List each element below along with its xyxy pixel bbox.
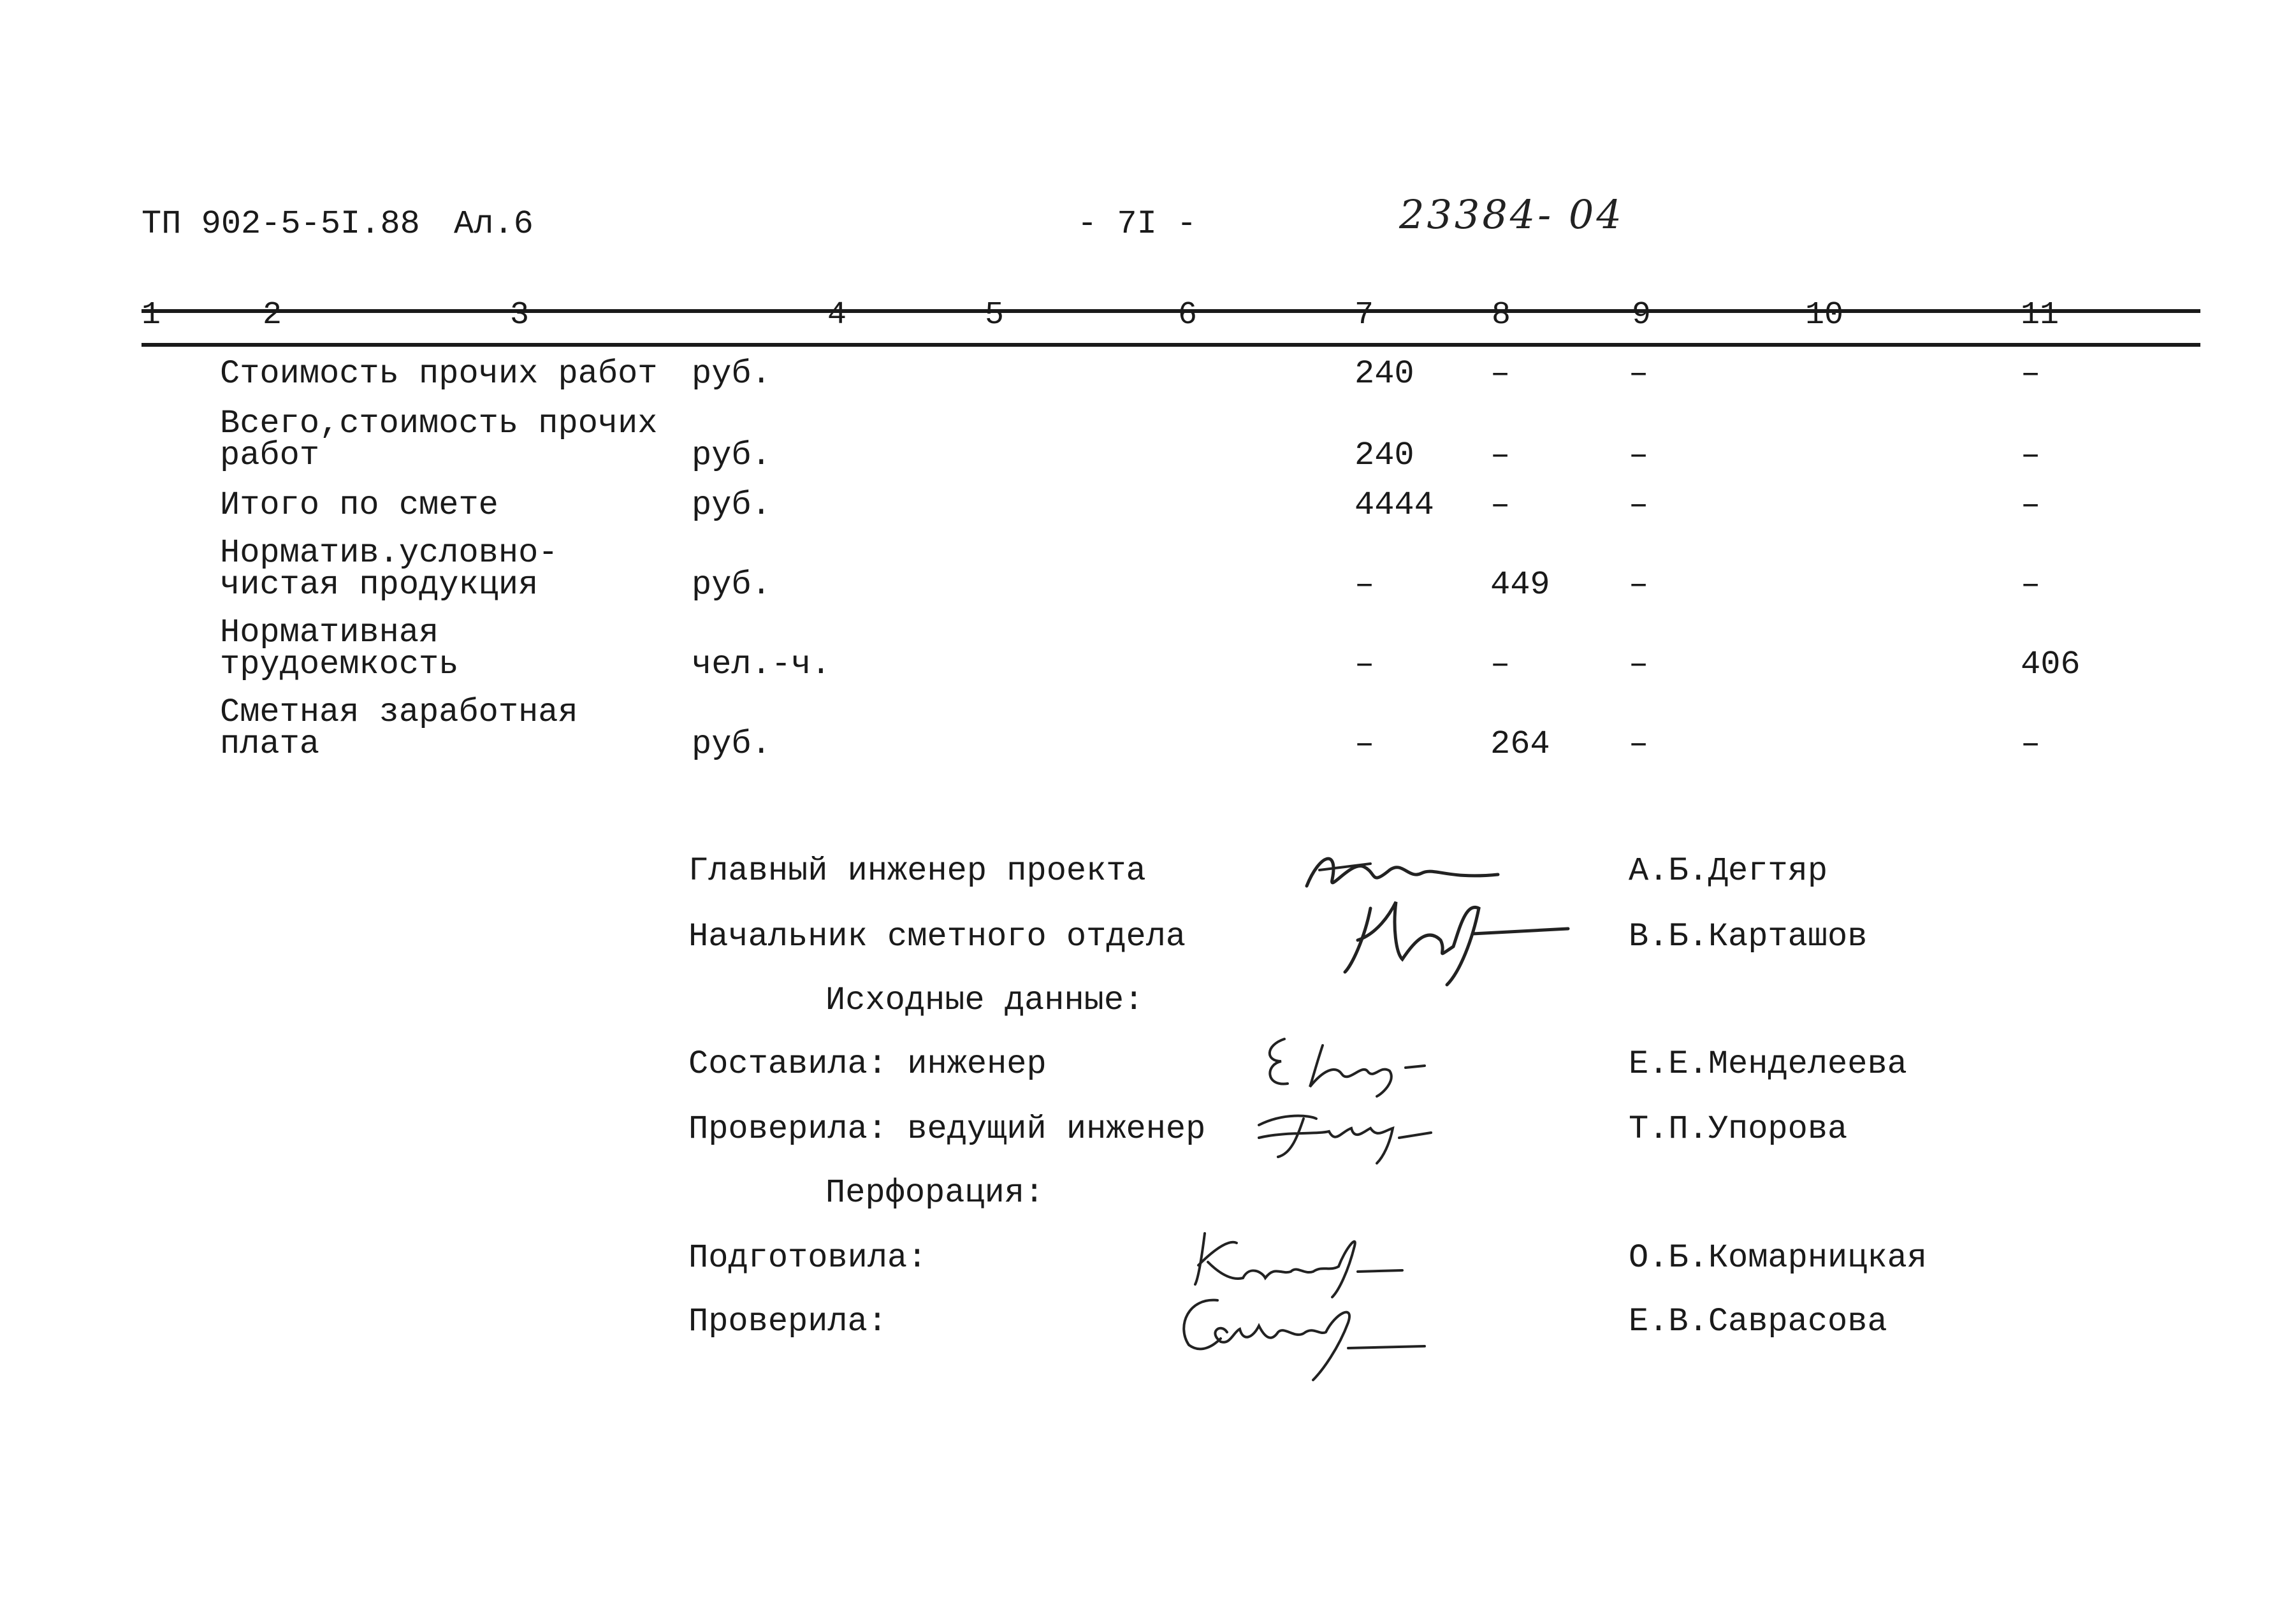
table-row-name: Нормативная трудоемкость (220, 614, 459, 683)
table-cell-col8: 264 (1490, 725, 1550, 763)
page-number: - 7I - (1077, 205, 1197, 243)
table-cell-col8: – (1490, 355, 1511, 393)
checked-signature (1170, 1288, 1437, 1383)
table-header-rule (142, 343, 2200, 347)
table-cell-col9: – (1629, 437, 1649, 474)
column-number-10: 10 (1805, 297, 1844, 333)
table-cell-col11: – (2021, 355, 2041, 393)
perforation-heading: Перфорация: (825, 1174, 1045, 1212)
checked-lead-role: Проверила: ведущий инженер (688, 1110, 1206, 1148)
table-row-name: Норматив.условно- чистая продукция (220, 534, 558, 604)
checked-role: Проверила: (688, 1303, 888, 1340)
table-cell-col11: – (2021, 566, 2041, 604)
table-row-name: Сметная заработная плата (220, 693, 578, 763)
chief-engineer-name: А.Б.Дегтяр (1629, 852, 1828, 890)
column-number-2: 2 (263, 297, 282, 333)
table-row-unit: руб. (692, 355, 771, 393)
checked-lead-name: Т.П.Упорова (1629, 1110, 1848, 1148)
handwritten-number: 23384- 04 (1399, 191, 1624, 238)
table-cell-col8: 449 (1490, 566, 1550, 604)
table-row-unit: чел.-ч. (692, 646, 831, 683)
table-cell-col9: – (1629, 566, 1649, 604)
table-cell-col11: – (2021, 725, 2041, 763)
table-cell-col11: – (2021, 437, 2041, 474)
table-row-name: Стоимость прочих работ (220, 355, 658, 393)
album-number: Ал.6 (454, 205, 534, 243)
head-estimates-name: В.Б.Карташов (1629, 918, 1868, 955)
column-number-5: 5 (985, 297, 1005, 333)
table-row-name: Итого по смете (220, 486, 498, 524)
column-number-6: 6 (1178, 297, 1198, 333)
compiled-signature (1253, 1026, 1469, 1103)
table-cell-col9: – (1629, 355, 1649, 393)
column-number-4: 4 (827, 297, 847, 333)
table-cell-col7: – (1355, 725, 1375, 763)
document-code: ТП 902-5-5I.88 (142, 205, 420, 243)
table-top-rule (142, 309, 2200, 313)
column-number-8: 8 (1492, 297, 1511, 333)
table-cell-col9: – (1629, 725, 1649, 763)
table-cell-col7: – (1355, 646, 1375, 683)
checked-lead-signature (1246, 1093, 1457, 1170)
head-estimates-role: Начальник сметного отдела (688, 918, 1186, 955)
table-cell-col7: – (1355, 566, 1375, 604)
column-number-7: 7 (1355, 297, 1374, 333)
source-data-heading: Исходные данные: (825, 982, 1144, 1019)
table-cell-col7: 240 (1355, 437, 1414, 474)
column-number-3: 3 (510, 297, 530, 333)
compiled-name: Е.Е.Менделеева (1629, 1045, 1907, 1083)
prepared-role: Подготовила: (688, 1239, 927, 1277)
column-number-11: 11 (2021, 297, 2060, 333)
head-estimates-signature (1332, 889, 1574, 991)
table-cell-col11: – (2021, 486, 2041, 524)
table-cell-col8: – (1490, 437, 1511, 474)
compiled-role: Составила: инженер (688, 1045, 1047, 1083)
table-cell-col7: 240 (1355, 355, 1414, 393)
chief-engineer-role: Главный инженер проекта (688, 852, 1146, 890)
prepared-name: О.Б.Комарницкая (1629, 1239, 1928, 1277)
table-row-unit: руб. (692, 486, 771, 524)
table-row-name: Всего,стоимость прочих работ (220, 405, 658, 474)
table-row-unit: руб. (692, 566, 771, 604)
column-number-1: 1 (142, 297, 161, 333)
table-row-unit: руб. (692, 725, 771, 763)
table-cell-col8: – (1490, 486, 1511, 524)
table-cell-col11: 406 (2021, 646, 2081, 683)
table-cell-col9: – (1629, 486, 1649, 524)
table-cell-col8: – (1490, 646, 1511, 683)
table-cell-col9: – (1629, 646, 1649, 683)
table-row-unit: руб. (692, 437, 771, 474)
table-cell-col7: 4444 (1355, 486, 1434, 524)
checked-name: Е.В.Саврасова (1629, 1303, 1887, 1340)
column-number-9: 9 (1632, 297, 1652, 333)
